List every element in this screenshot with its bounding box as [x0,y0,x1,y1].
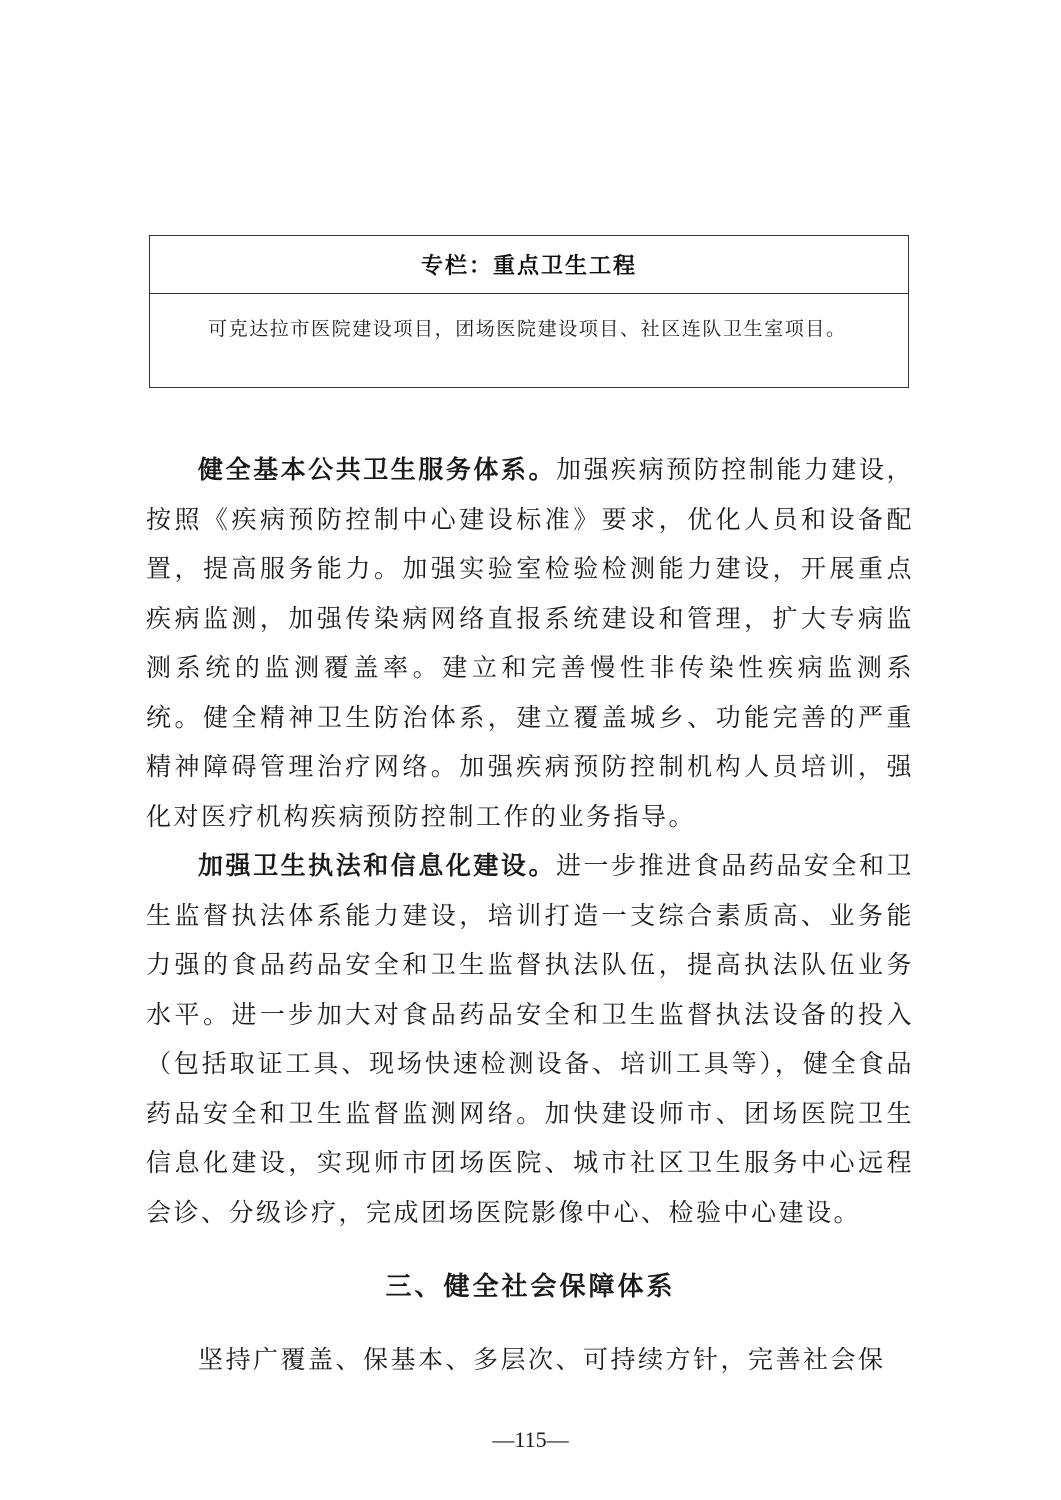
section-heading: 三、健全社会保障体系 [385,1272,676,1302]
paragraph-lead-heading: 健全基本公共卫生服务体系。 [198,455,557,484]
paragraph-text: 加强疾病预防控制能力建设，按照《疾病预防控制中心建设标准》要求，优化人员和设备配置，提高服务能力。加强实验室检验检测能力建设，开展重点疾病监测，加强传染病网络直报系统建设和管理，扩大专病监测系统的监测覆盖率。建立和完善慢性非传染性疾病监测系统。健全精神卫生防治体系，建立覆盖城乡、功能完善的严重精神障碍管理治疗网络。加强疾病预防控制机构人员培训，强化对医疗机构疾病预防控制工作的业务指导。 [146,455,914,831]
section-intro-paragraph: 坚持广覆盖、保基本、多层次、可持续方针，完善社会保 [198,1345,886,1374]
paragraph-lead-heading: 加强卫生执法和信息化建设。 [198,851,557,880]
column-box-body: 可克达拉市医院建设项目，团场医院建设项目、社区连队卫生室项目。 [208,318,847,340]
page-number: —115— [492,1427,569,1452]
paragraph-public-health-services [146,445,914,841]
column-box-title: 专栏：重点卫生工程 [150,236,908,294]
paragraph-health-enforcement [146,841,914,1237]
paragraph-text: 进一步推进食品药品安全和卫生监督执法体系能力建设，培训打造一支综合素质高、业务能力强的食品药品安全和卫生监督执法队伍，提高执法队伍业务水平。进一步加大对食品药品安全和卫生监督执法设备的投入（包括取证工具、现场快速检测设备、培训工具等），健全食品药品安全和卫生监督监测网络。加快建设师市、团场医院卫生信息化建设，实现师市团场医院、城市社区卫生服务中心远程会诊、分级诊疗，完成团场医院影像中心、检验中心建设。 [146,851,914,1227]
feature-column-box [149,235,909,388]
